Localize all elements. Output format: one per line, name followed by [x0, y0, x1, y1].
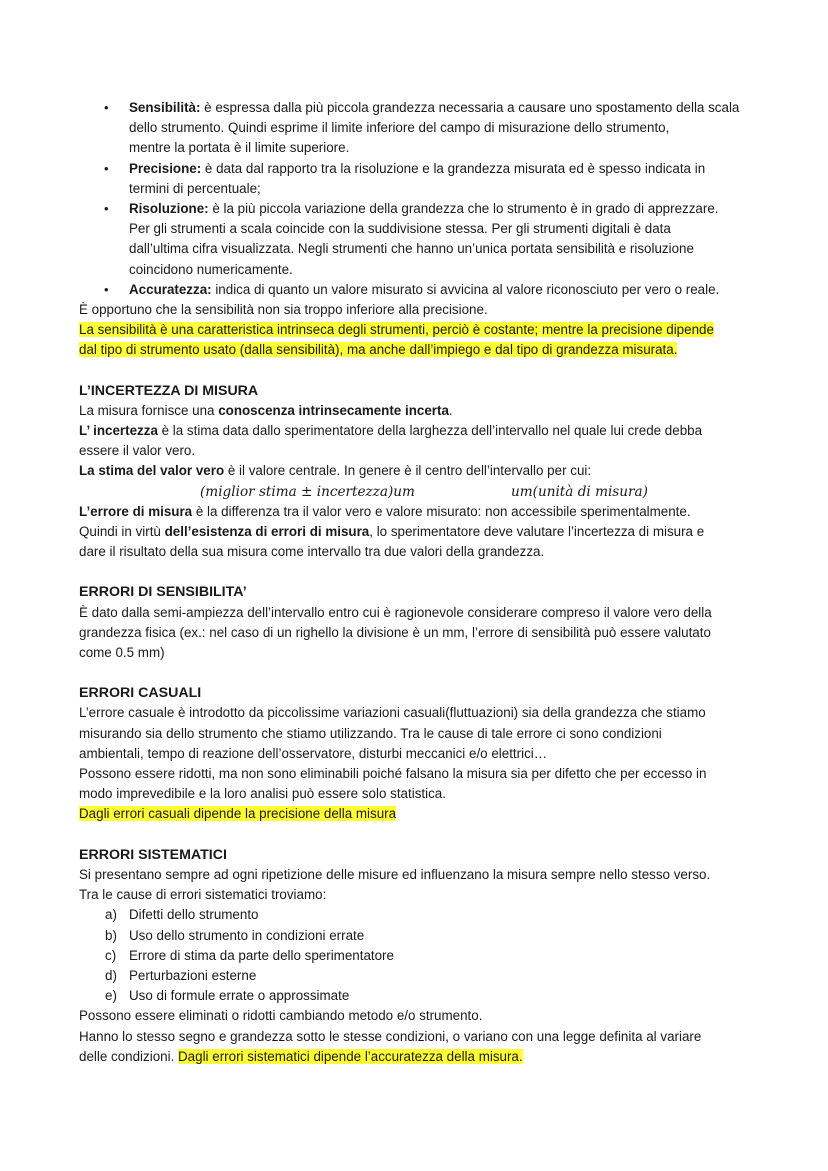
- section-title: ERRORI CASUALI: [79, 685, 202, 702]
- text-line: ambientali, tempo di reazione dell’osservatore, disturbi meccanici e/o elettrici…: [79, 745, 548, 761]
- text-line: è la più piccola variazione della grandezza che lo strumento è in grado di apprezzare.: [208, 201, 719, 217]
- term-risoluzione: Risoluzione:: [129, 201, 209, 217]
- list-item: [91, 926, 758, 946]
- bullet-dot: •: [104, 201, 109, 217]
- section-errori-sistematici: [79, 845, 758, 1067]
- bold-text: L’errore di misura: [79, 503, 193, 519]
- list-item: [91, 946, 758, 966]
- bold-text: L’ incertezza: [79, 423, 158, 439]
- list-item: [91, 986, 758, 1006]
- text-line: è data dal rapporto tra la risoluzione e la grandezza misurata ed è spesso indicata in: [201, 160, 706, 176]
- text: è il valore centrale. In genere è il centro dell’intervallo per cui:: [224, 463, 592, 479]
- bold-text: La stima del valor vero: [79, 463, 225, 479]
- text-line: coincidono numericamente.: [129, 261, 293, 277]
- bullet-sensibilita: [104, 98, 758, 159]
- text-line: come 0.5 mm): [79, 645, 165, 661]
- bold-text: conoscenza intrinsecamente incerta: [218, 402, 449, 418]
- text-line: modo imprevedibile e la loro analisi può essere solo statistica.: [79, 786, 446, 802]
- highlighted-text: La sensibilità è una caratteristica intrinseca degli strumenti, perciò è costante; mentre la precisione dipende: [79, 322, 714, 338]
- text-line: Possono essere ridotti, ma non sono eliminabili poiché falsano la misura sia per difetto che per eccesso in: [79, 766, 707, 782]
- sensibilita-note: È opportuno che la sensibilità non sia troppo inferiore alla precisione.: [79, 302, 488, 318]
- term-sensibilita: Sensibilità:: [129, 100, 201, 115]
- properties-bullet-list: [79, 98, 758, 300]
- list-item-text: Uso di formule errate o approssimate: [129, 988, 350, 1004]
- list-item: [91, 966, 758, 986]
- bold-text: dell’esistenza di errori di misura: [164, 524, 370, 540]
- bullet-precisione: [104, 159, 758, 199]
- text-line: dare il risultato della sua misura come intervallo tra due valori della grandezza.: [79, 544, 545, 560]
- text: La misura fornisce una: [79, 402, 219, 418]
- list-item: [91, 905, 758, 925]
- causes-list: [79, 905, 758, 1006]
- text: , lo sperimentatore deve valutare l’incertezza di misura e: [369, 524, 705, 540]
- text: Quindi in virtù: [79, 524, 165, 540]
- text: delle condizioni.: [79, 1048, 179, 1064]
- highlighted-text: Dagli errori sistematici dipende l’accuratezza della misura.: [178, 1048, 523, 1064]
- text-line: Possono essere eliminati o ridotti cambiando metodo e/o strumento.: [79, 1008, 483, 1024]
- text: è la differenza tra il valor vero e valore misurato: non accessibile sperimentalmente.: [192, 503, 691, 519]
- highlighted-text: Dagli errori casuali dipende la precisione della misura: [79, 806, 397, 822]
- text-line: Tra le cause di errori sistematici troviamo:: [79, 887, 327, 903]
- text-line: È dato dalla semi-ampiezza dell’intervallo entro cui è ragionevole considerare compreso il valore vero della: [79, 604, 712, 620]
- list-marker: a): [105, 907, 117, 923]
- bullet-dot: •: [104, 281, 109, 297]
- text-line: dello strumento. Quindi esprime il limite inferiore del campo di misurazione dello strumento,: [129, 120, 670, 136]
- section-errori-casuali: [79, 683, 758, 824]
- section-title: ERRORI DI SENSIBILITA’: [79, 584, 247, 601]
- formula: [79, 482, 758, 502]
- text-line: L’errore casuale è introdotto da piccolissime variazioni casuali(fluttuazioni) sia della grandezza che stiamo: [79, 705, 706, 721]
- text-line: è espressa dalla più piccola grandezza necessaria a causare uno spostamento della scala: [200, 100, 740, 115]
- list-marker: e): [105, 988, 117, 1004]
- text-line: dall’ultima cifra visualizzata. Negli strumenti che hanno un’unica portata sensibilità e risoluzione: [129, 241, 694, 257]
- term-accuratezza: Accuratezza:: [129, 281, 212, 297]
- formula-expression: (miglior stima ± incertezza)um: [200, 483, 415, 500]
- list-item-text: Difetti dello strumento: [129, 907, 259, 923]
- text: è la stima data dallo sperimentatore della larghezza dell’intervallo nel quale lui crede debba: [157, 423, 703, 439]
- text-line: Per gli strumenti a scala coincide con la suddivisione stessa. Per gli strumenti digitali è data: [129, 221, 671, 237]
- text-line: essere il valor vero.: [79, 443, 196, 459]
- text-line: termini di percentuale;: [129, 180, 261, 196]
- list-item-text: Errore di stima da parte dello sperimentatore: [129, 947, 394, 963]
- formula-unit: um(unità di misura): [511, 483, 648, 500]
- text-line: mentre la portata è il limite superiore.: [129, 140, 350, 156]
- list-marker: c): [105, 947, 117, 963]
- term-precisione: Precisione:: [129, 160, 202, 176]
- text-line: Si presentano sempre ad ogni ripetizione delle misure ed influenzano la misura sempre nello stesso verso.: [79, 866, 711, 882]
- highlighted-text: dal tipo di strumento usato (dalla sensibilità), ma anche dall’impiego e dal tipo di grandezza misurata.: [79, 342, 678, 358]
- list-item-text: Uso dello strumento in condizioni errate: [129, 927, 365, 943]
- text: .: [448, 402, 453, 418]
- text-line: Hanno lo stesso segno e grandezza sotto le stesse condizioni, o variano con una legge definita al variare: [79, 1028, 702, 1044]
- section-incertezza: [79, 381, 758, 563]
- bullet-accuratezza: [104, 280, 758, 300]
- list-marker: b): [105, 927, 117, 943]
- bullet-dot: •: [104, 100, 109, 115]
- section-errori-sensibilita: [79, 582, 758, 663]
- text-line: indica di quanto un valore misurato si avvicina al valore riconosciuto per vero o reale.: [211, 281, 720, 297]
- list-marker: d): [105, 967, 117, 983]
- text-line: misurando sia dello strumento che stiamo utilizzando. Tra le cause di tale errore ci sono condizioni: [79, 725, 662, 741]
- section-title: ERRORI SISTEMATICI: [79, 846, 227, 863]
- list-item-text: Perturbazioni esterne: [129, 967, 257, 983]
- bullet-risoluzione: [104, 199, 758, 280]
- section-title: L’INCERTEZZA DI MISURA: [79, 382, 259, 399]
- bullet-dot: •: [104, 160, 109, 176]
- text-line: grandezza fisica (ex.: nel caso di un righello la divisione è un mm, l’errore di sensibilità può essere valutato: [79, 624, 711, 640]
